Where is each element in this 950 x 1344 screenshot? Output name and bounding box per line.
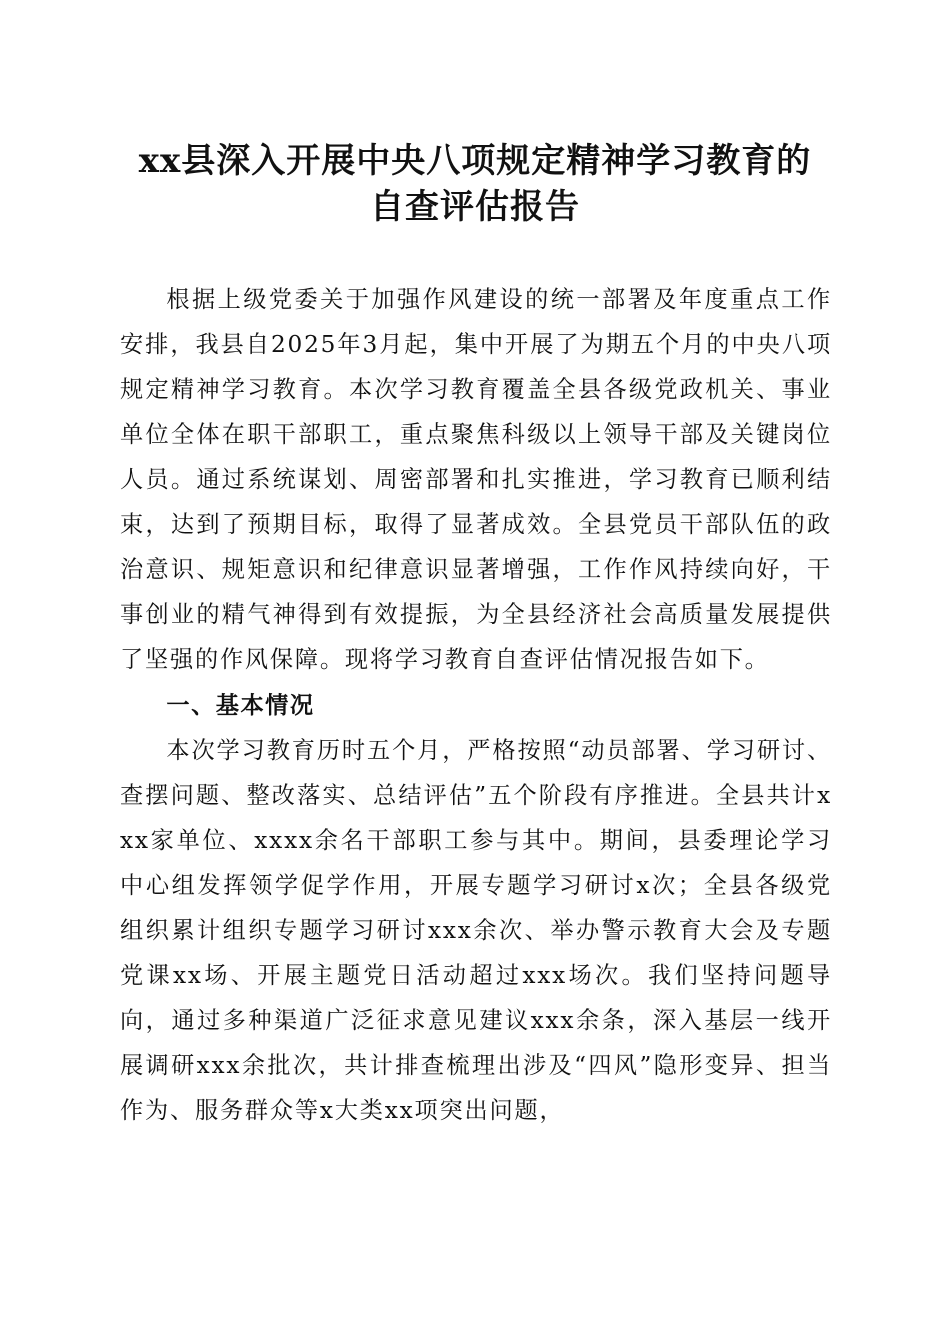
section-1-paragraph: 本次学习教育历时五个月，严格按照“动员部署、学习研讨、查摆问题、整改落实、总结评估”五个阶段有序推进。全县共计xxx家单位、xxxx余名干部职工参与其中。期间，县委理论学习中心组发挥领学促学作用，开展专题学习研讨x次；全县各级党组织累计组织专题学习研讨xxx余次、举办警示教育大会及专题党课xx场、开展主题党日活动超过xxx场次。我们坚持问题导向，通过多种渠道广泛征求意见建议xxx余条，深入基层一线开展调研xxx余批次，共计排查梳理出涉及“四风”隐形变异、担当作为、服务群众等x大类xx项突出问题，	[120, 737, 832, 1124]
document-title	[100, 138, 850, 230]
title-line-2: 自查评估报告	[370, 187, 580, 227]
intro-paragraph: 根据上级党委关于加强作风建设的统一部署及年度重点工作安排，我县自2025年3月起，集中开展了为期五个月的中央八项规定精神学习教育。本次学习教育覆盖全县各级党政机关、事业单位全体在职干部职工，重点聚焦科级以上领导干部及关键岗位人员。通过系统谋划、周密部署和扎实推进，学习教育已顺利结束，达到了预期目标，取得了显著成效。全县党员干部队伍的政治意识、规矩意识和纪律意识显著增强，工作作风持续向好，干事创业的精气神得到有效提振，为全县经济社会高质量发展提供了坚强的作风保障。现将学习教育自查评估情况报告如下。	[120, 286, 832, 673]
title-line-1: xx县深入开展中央八项规定精神学习教育的	[138, 141, 812, 181]
document-body	[120, 277, 832, 1133]
section-heading-basic-situation: 一、基本情况	[166, 692, 315, 719]
